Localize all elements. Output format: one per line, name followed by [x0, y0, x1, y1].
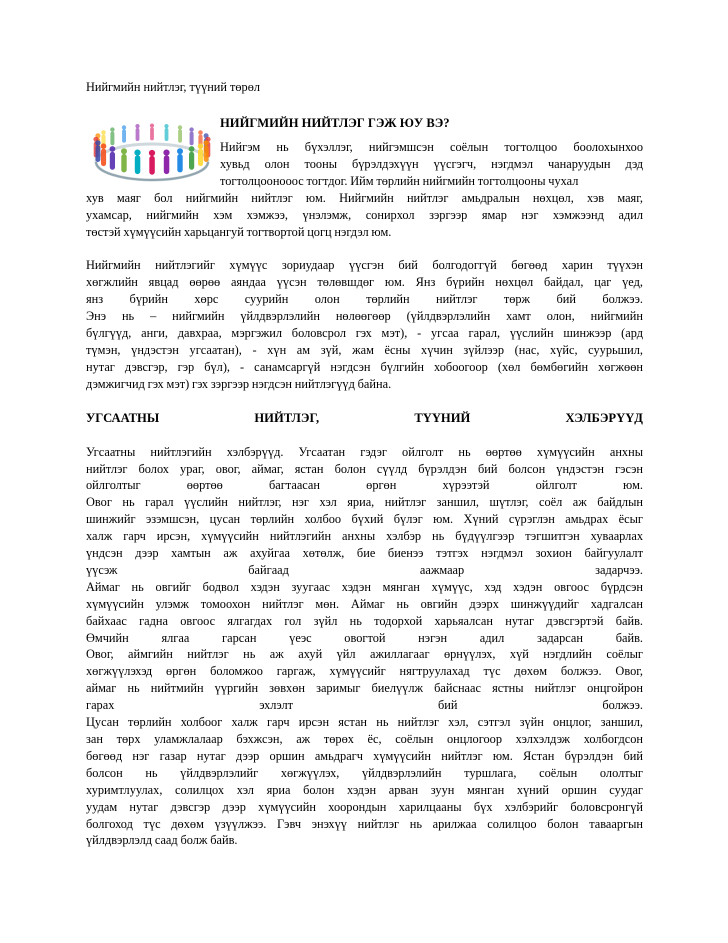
text-line: Овог, аймгийн нийтлэг нь аж ахуй үйл ажиллагааг өрнүүлэх, хүй нэгдлийн соёлыг — [86, 647, 643, 662]
text-line: Нийгмийн нийтлэгийг хүмүүс зориудаар үүсгэн бий болгодоггүй бөгөөд харин түүхэн — [86, 258, 643, 273]
text-line: болсон нь үйлдвэрлэлийг хөгжүүлэх, үйлдвэрлэлийн туршлага, соёлын ололтыг — [86, 765, 643, 780]
text-line: дэмжигчид гэх мэт) гэх зэргээр нэгдсэн нийтлэгүүд байна. — [86, 376, 392, 391]
text-line: хув маяг бол нийгмийн нийтлэг юм. Нийгмийн нийтлэг амьдралын нөхцөл, хэв маяг, — [86, 190, 643, 205]
paragraph-formation — [86, 257, 643, 392]
ring-of-people-icon — [86, 116, 216, 188]
text-line: зан төрх уламжлалаар бэхжсэн, аж төрөх ёс, соёлын онцлогоор хэлхэлдэж холбогдсон — [86, 732, 643, 746]
text-line: хуримтлуулах, солилцох хэл яриа болон хэдэн арван зуун мянган хүний оршин суудаг — [86, 782, 643, 797]
text-line: уудам нутаг дэвсгэр дээр хүмүүсийн хоорондын харилцааны бүх хэлбэрийг боловсронгүй — [86, 799, 643, 814]
heading-word: ХЭЛБЭРҮҮД — [565, 410, 643, 425]
text-line: үндсэн дээр хамтын аж ахуйгаа хөтөлж, бие биенээ тэтгэх нэгдмэл зохион байгуулалт — [86, 546, 643, 561]
text-line: байхаас гадна овгоос ялгагдах гол зүйл нь тодорхой харьяалсан нутаг дэвсгэртэй байв. — [86, 613, 643, 628]
text-line: ухамсар, нийгмийн хэм хэмжээ, үнэлэмж, сонирхол зэргээр ямар нэг хэмжээнд адил — [86, 207, 643, 222]
heading-word: УГСААТНЫ — [86, 410, 160, 425]
text-line: үүсэж байгаад аажмаар задарчээ. — [86, 562, 643, 577]
text-line: Өмчийн ялгаа гарсан үеэс овогтой нэгэн адил задарсан байв. — [86, 630, 643, 645]
text-line: халж гарч ирсэн, хүмүүсийн нийтлэгийн анхны хэлбэр нь бүдүүлгээр тэгшитгэн хуваарлах — [86, 529, 643, 544]
text-line: төстэй хүмүүсийн харьцангуй тогтвортой цогц нэгдэл юм. — [86, 224, 392, 239]
text-line: түмэн, үндэстэн угсаатан), - хүн ам зүй, жам ёсны хүчин зүйлээр (нас, хүйс, суурьшил, — [86, 342, 643, 357]
intro-paragraph — [220, 139, 643, 190]
heading-word: НИЙТЛЭГ, — [254, 410, 320, 425]
intro-block — [86, 116, 643, 190]
text-line: аймаг нь нийтмийн үүргийн зөвхөн заримыг биелүүлж байснаас ястны нийтлэг онцгойрон — [86, 681, 643, 696]
text-line: Угсаатны нийтлэгийн хэлбэрүүд. Угсаатан гэдэг ойлголт нь өөртөө хүмүүсийн анхны — [86, 444, 643, 459]
document-page — [86, 80, 643, 849]
section-heading-ethnic-forms — [86, 410, 643, 427]
text-line: ойлголтыг өөртөө багтаасан өргөн хүрээтэй ойлголт юм. — [86, 478, 643, 493]
text-line: Энэ нь – нийгмийн үйлдвэрлэлийн нөлөөгөөр (үйлдвэрлэлийн хамт олон, нийгмийн — [86, 309, 643, 324]
text-line: хүмүүсийн улэмж томоохон нийтлэг мөн. Аймаг нь овгийн дээрх шинжүүдийг хадгалсан — [86, 596, 643, 611]
text-line: үйлдвэрлэлд саад болж байв. — [86, 833, 238, 848]
text-line: янз бүрийн хөрс суурийн олон төрлийн нийтлэг төрж бий болжээ. — [86, 292, 643, 307]
text-line: бүлгүүд, анги, давхраа, мэргэжил боловсрол гэх мэт), - угсаа гарал, үүслийн шинжээр (ард — [86, 326, 643, 341]
text-line: Овог нь гарал үүслийн нийтлэг, нэг хэл яриа, нийтлэг заншил, шүтлэг, соёл аж байдлын — [86, 495, 643, 510]
text-line: хөгжүүлэхэд өргөн боломжоо гаргаж, хүмүүсийг нягтруулахад түс дөхөм болжээ. Овог, — [86, 664, 643, 679]
text-line: Цусан төрлийн холбоог халж гарч ирсэн ястан нь нийтлэг хэл, сэтгэл зүйн онцлог, заншил, — [86, 715, 643, 730]
text-line: хувьд олон тооны бүрэлдэхүүн үүсгэгч, нэгдмэл чанаруудын дэд — [220, 156, 643, 171]
text-line: Аймаг нь овгийг бодвол хэдэн зуугаас хэдэн мянган хүмүүс, хэд хэдэн овгоос бүрдсэн — [86, 579, 643, 594]
intro-paragraph-continued — [86, 190, 643, 241]
ring-illustration — [86, 116, 216, 188]
text-line: гарах эхлэлт бий болжээ. — [86, 698, 643, 713]
text-line: тогтолцоонооос тогтдог. Ийм төрлийн нийгмийн тогтолцооны чухал — [220, 173, 579, 188]
heading-word: ТҮҮНИЙ — [414, 410, 471, 425]
document-header: Нийгмийн нийтлэг, түүний төрөл — [86, 80, 260, 94]
text-line: нутаг дэвсгэр, гэр бүл), - санамсаргүй нэгдсэн бүлгийн хобоогоор (хөл бөмбөгийн хөгжөөн — [86, 359, 643, 374]
text-line: шинжийг эзэмшсэн, цусан төрлийн холбоо бүхий бүлэг юм. Хүний сүрэглэн амьдрах ёсыг — [86, 512, 643, 527]
section-heading-what-is: НИЙГМИЙН НИЙТЛЭГ ГЭЖ ЮУ ВЭ? — [220, 116, 450, 130]
text-line: болгоход түс дөхөм үзүүлжээ. Гэвч энэхүү нийтлэг нь арилжаа солилцоо болон тавааргын — [86, 816, 643, 831]
text-line: хөгжлийн явцад өөрөө аяндаа үүсэн төлөвшдөг юм. Янз бүрийн нөхцөл байдал, цаг үед, — [86, 275, 643, 290]
text-line: бөгөөд нэг газар нутаг дээр оршин амьдрагч хүмүүсийн нийтлэг юм. Ястан бүрэлдэн бий — [86, 748, 643, 763]
text-line: нийтлэг болох ураг, овог, аймаг, ястан болон сүүлд бүрэлдэн бий болсон үндэстэн гэсэн — [86, 461, 643, 476]
text-line: Нийгэм нь бүхэллэг, нийгэмшсэн соёлын тогтолцоо боолохынхоо — [220, 140, 643, 154]
paragraph-ethnic-forms — [86, 444, 643, 850]
